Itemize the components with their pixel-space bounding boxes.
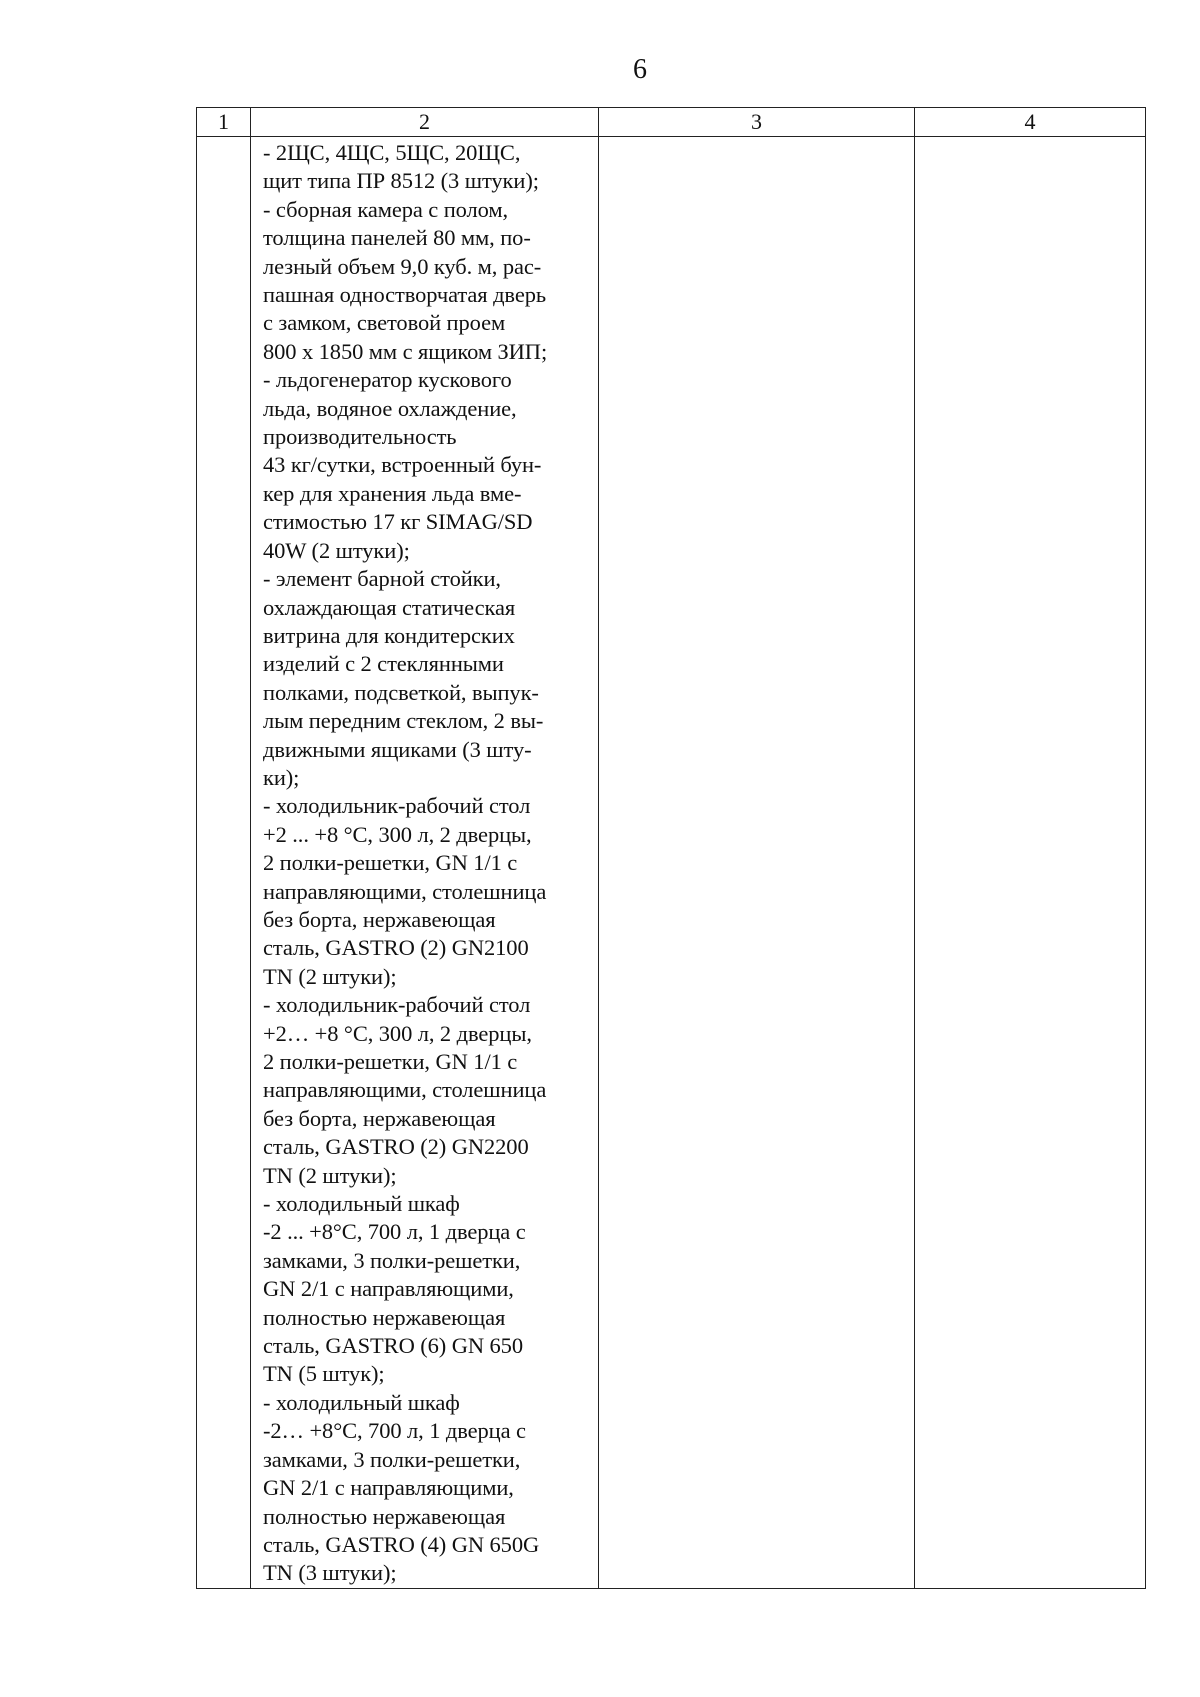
- cell-col3: [599, 137, 915, 1589]
- table-header-row: [197, 108, 1146, 137]
- cell-col2: [251, 137, 599, 1589]
- cell-col4: [915, 137, 1146, 1589]
- column-header-2: 2: [251, 108, 599, 137]
- specification-table: [196, 107, 1146, 1589]
- column-header-1: 1: [197, 108, 251, 137]
- page-number: 6: [633, 54, 647, 85]
- column-header-4: 4: [915, 108, 1146, 137]
- table-row: [197, 137, 1146, 1589]
- column-header-3: 3: [599, 108, 915, 137]
- cell-col1: [197, 137, 251, 1589]
- equipment-list-text: - 2ЩС, 4ЩС, 5ЩС, 20ЩС, щит типа ПР 8512 (3 штуки); - сборная камера с полом, толщина панелей 80 мм, по- лезный объем 9,0 куб. м, рас- пашная одностворчатая дверь с замком, световой проем 800 х 1850 мм с ящиком ЗИП; - льдогенератор кускового льда, водяное охлаждение, производительность 43 кг/сутки, встроенный бун- кер для хранения льда вме- стимостью 17 кг SIMAG/SD 40W (2 штуки); - элемент барной стойки, охлаждающая статическая витрина для кондитерских изделий с 2 стеклянными полками, подсветкой, выпук- лым передним стеклом, 2 вы- движными ящиками (3 шту- ки); - холодильник-рабочий стол +2 ... +8 °С, 300 л, 2 дверцы, 2 полки-решетки, GN 1/1 с направляющими, столешница без борта, нержавеющая сталь, GASTRO (2) GN2100 TN (2 штуки); - холодильник-рабочий стол +2… +8 °С, 300 л, 2 дверцы, 2 полки-решетки, GN 1/1 с направляющими, столешница без борта, нержавеющая сталь, GASTRO (2) GN2200 TN (2 штуки); - холодильный шкаф -2 ... +8°С, 700 л, 1 дверца с замками, 3 полки-решетки, GN 2/1 с направляющими, полностью нержавеющая сталь, GASTRO (6) GN 650 TN (5 штук); - холодильный шкаф -2… +8°С, 700 л, 1 дверца с замками, 3 полки-решетки, GN 2/1 с направляющими, полностью нержавеющая сталь, GASTRO (4) GN 650G TN (3 штуки);: [263, 140, 548, 1586]
